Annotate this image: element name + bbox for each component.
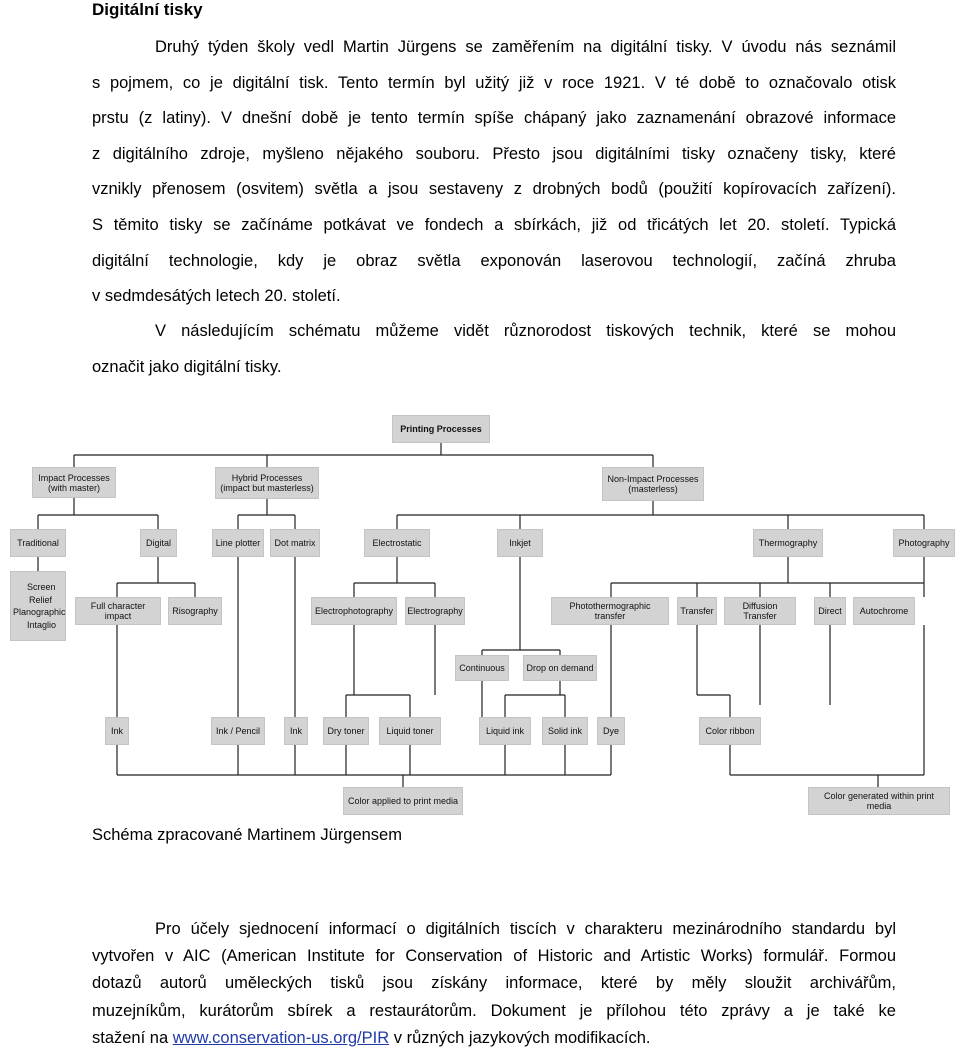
intro-paragraph — [92, 30, 896, 315]
photography-node: Photography — [893, 529, 955, 557]
hybrid-processes-node: Hybrid Processes (impact but masterless) — [215, 467, 319, 499]
dry-toner-node: Dry toner — [323, 717, 369, 745]
digital-node: Digital — [140, 529, 177, 557]
ink-pencil-node: Ink / Pencil — [211, 717, 265, 745]
ink-node: Ink — [284, 717, 308, 745]
line-plotter-node: Line plotter — [212, 529, 264, 557]
traditional-node: Traditional — [10, 529, 66, 557]
drop-on-demand-node: Drop on demand — [523, 655, 597, 681]
text-line: vytvořen v AIC (American Institute for Conservation of Historic and Artistic Works) formulář. Formou — [92, 947, 896, 966]
impact-processes-node: Impact Processes (with master) — [32, 467, 116, 498]
risography-node: Risography — [168, 597, 222, 625]
text-line: S těmito tisky se začínáme potkávat ve fondech a sbírkách, již od třicátých let 20. století. Typická — [92, 215, 896, 234]
aic-paragraph — [92, 916, 896, 1052]
text-line: dotazů autorů uměleckých tisků jsou získány informace, které by měly sloužit archivářům, — [92, 974, 896, 993]
printing-processes-diagram — [0, 405, 960, 825]
list-item: Intaglio — [27, 619, 57, 630]
photothermographic-transfer-node: Photothermographic transfer — [551, 597, 669, 625]
list-item: Relief — [29, 594, 53, 605]
text-line: s pojmem, co je digitální tisk. Tento termín byl užitý již v roce 1921. V té době to označovalo otisk — [92, 73, 896, 92]
dot-matrix-node: Dot matrix — [270, 529, 320, 557]
text-line: V následujícím schématu můžeme vidět různorodost tiskových technik, které se mohou — [155, 322, 896, 340]
dye-node: Dye — [597, 717, 625, 745]
autochrome-node: Autochrome — [853, 597, 915, 625]
text-before-link: stažení na — [92, 1028, 173, 1047]
color-applied-node: Color applied to print media — [343, 787, 463, 815]
thermography-node: Thermography — [753, 529, 823, 557]
continuous-node: Continuous — [455, 655, 509, 681]
printing-processes-node: Printing Processes — [392, 415, 490, 443]
text-line: z digitálního zdroje, myšleno nějakého souboru. Přesto jsou digitálními tisky označeny tisky, které — [92, 144, 896, 163]
text-line: prstu (z latiny). V dnešní době je tento termín spíše chápaný jako zaznamenání obrazové informace — [92, 109, 896, 128]
diagram-caption: Schéma zpracované Martinem Jürgensem — [92, 826, 402, 844]
diffusion-transfer-node: Diffusion Transfer — [724, 597, 796, 625]
direct-node: Direct — [814, 597, 846, 625]
text-after-link: v různých jazykových modifikacích. — [389, 1028, 651, 1047]
text-line: vznikly přenosem (osvitem) světla a jsou sestaveny z drobných bodů (použití kopírovacích zařízení). — [92, 180, 896, 199]
text-line: Pro účely sjednocení informací o digitálních tiscích v charakteru mezinárodního standardu byl — [155, 920, 896, 938]
ink-node: Ink — [105, 717, 129, 745]
liquid-ink-node: Liquid ink — [479, 717, 531, 745]
transfer-node: Transfer — [677, 597, 717, 625]
electrography-node: Electrography — [405, 597, 465, 625]
list-item: Screen — [27, 582, 56, 592]
section-heading: Digitální tisky — [92, 0, 203, 19]
liquid-toner-node: Liquid toner — [379, 717, 441, 745]
full-character-impact-node: Full character impact — [75, 597, 161, 625]
electrophotography-node: Electrophotography — [311, 597, 397, 625]
text-line: označit jako digitální tisky. — [92, 357, 282, 376]
pir-link[interactable]: www.conservation-us.org/PIR — [172, 1028, 390, 1047]
electrostatic-node: Electrostatic — [364, 529, 430, 557]
inkjet-node: Inkjet — [497, 529, 543, 557]
traditional-methods-list — [10, 571, 66, 641]
non-impact-processes-node: Non-Impact Processes (masterless) — [602, 467, 704, 501]
color-generated-node: Color generated within print media — [808, 787, 950, 815]
diagram-intro-paragraph — [92, 314, 896, 385]
text-line: v sedmdesátých letech 20. století. — [92, 287, 341, 306]
text-line: Druhý týden školy vedl Martin Jürgens se zaměřením na digitální tisky. V úvodu nás seznámil — [155, 38, 896, 56]
text-line: digitální technologie, kdy je obraz světla exponován laserovou technologií, začíná zhruba — [92, 251, 896, 270]
solid-ink-node: Solid ink — [542, 717, 588, 745]
list-item: Planographic — [13, 607, 66, 617]
color-ribbon-node: Color ribbon — [699, 717, 761, 745]
text-line: muzejníkům, kurátorům sbírek a restaurátorům. Dokument je přílohou této zprávy a je také ke — [92, 1001, 896, 1020]
text-line — [92, 1025, 896, 1052]
